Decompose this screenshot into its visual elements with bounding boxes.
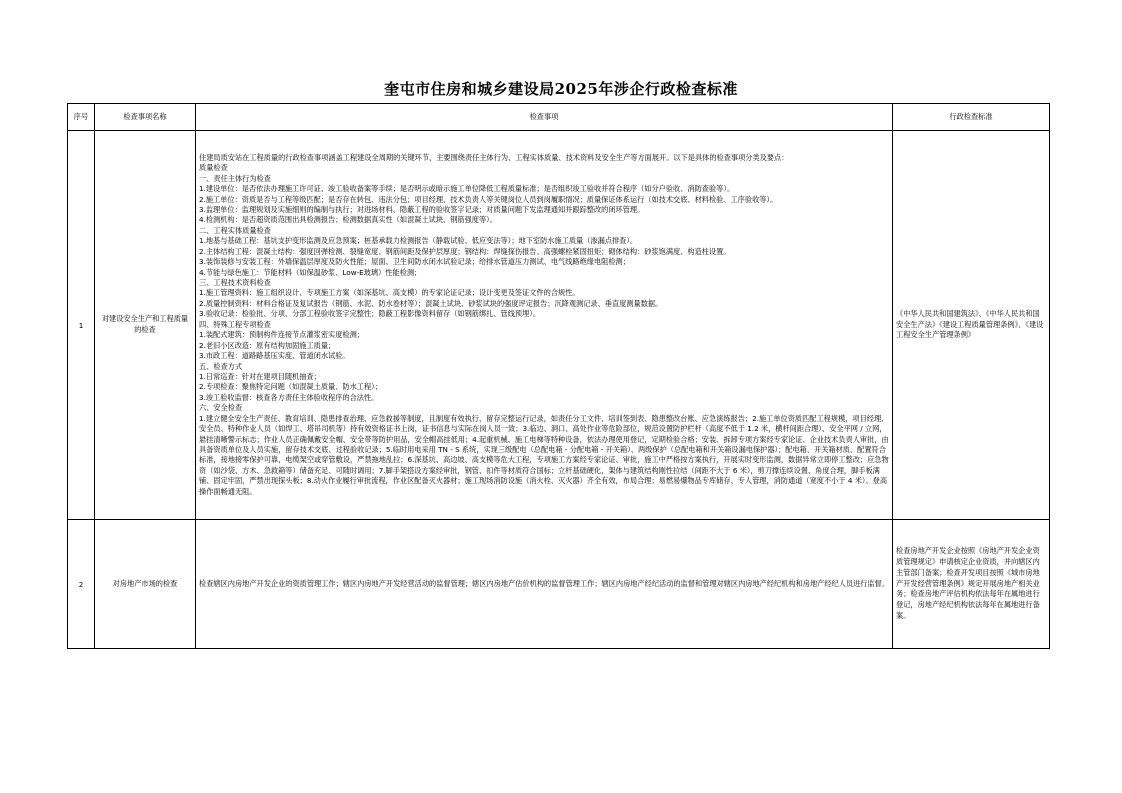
item-line: 1.日常巡查：针对在建项目随机抽查； bbox=[199, 371, 321, 381]
table-header-row bbox=[68, 104, 1050, 131]
item-line: 1.地基与基础工程：基坑支护变形监测及应急预案；桩基承载力检测报告（静载试验、低应变法等）；地下室防水施工质量（渗漏点排查）。 bbox=[199, 236, 638, 246]
item-line: 1.建设单位：是否依法办理施工许可证、竣工验收备案等手续；是否明示或暗示施工单位降低工程质量标准；是否组织竣工验收并符合程序（如分户验收、消防查验等）。 bbox=[199, 184, 735, 194]
row-name: 对建设安全生产和工程质量的检查 bbox=[95, 131, 196, 520]
inspection-table bbox=[67, 103, 1050, 649]
item-line: 三、工程技术资料检查 bbox=[199, 278, 271, 288]
item-line: 2.主体结构工程：混凝土结构：强度回弹检测、裂缝宽度、钢筋间距及保护层厚度；钢结构：焊缝探伤报告、高强螺栓紧固扭矩；砌体结构：砂浆饱满度、构造柱设置。 bbox=[199, 246, 731, 256]
item-line: 六、安全检查 bbox=[199, 403, 243, 413]
item-line: 二、工程实体质量检查 bbox=[199, 225, 271, 235]
item-line: 2.老旧小区改造：原有结构加固施工质量； bbox=[199, 340, 336, 350]
table-row bbox=[68, 131, 1050, 520]
item-line: 一、责任主体行为检查 bbox=[199, 173, 271, 183]
item-line: 3.竣工验收监督：核查各方责任主体验收程序的合法性。 bbox=[199, 392, 379, 402]
item-line: 2.施工单位：资质是否与工程等级匹配；是否存在转包、违法分包；项目经理、技术负责人等关键岗位人员到岗履职情况；质量保证体系运行（如技术交底、材料检验、工序验收等）。 bbox=[199, 194, 778, 204]
row-no: 1 bbox=[68, 131, 95, 520]
header-standard: 行政检查标准 bbox=[893, 104, 1050, 131]
page-title: 奎屯市住房和城乡建设局2025年涉企行政检查标准 bbox=[384, 80, 738, 98]
item-line: 1.建立健全安全生产责任、教育培训、隐患排查治理、应急救援等制度，且制度有效执行，留存完整运行记录，如责任分工文件、培训签到表、隐患整改台账、应急演练报告；2.施工单位资质匹配工程规模，项目经理、安全员、特种作业人员（如焊工、塔吊司机等）持有效资格证书上岗，证书信息与实际在岗人员一致；3.临边、洞口、高处作业等危险部位，规范设置防护栏杆（高度不低于 1.2 米，横杆间距合理）、安全平网 / 立网，悬挂清晰警示标志；作业人员正确佩戴安全帽、安全带等防护用品，安全帽高挂低用；4.起重机械、施工电梯等特种设备，依法办理使用登记，定期检验合格；安装、拆卸专项方案经专家论证、企业技术负责人审批，由具备资质单位及人员实施，留存技术交底、过程验收记录；5.临时用电采用 TN - S 系统，实现三级配电（总配电箱 - 分配电箱 - 开关箱）、两级保护（总配电箱和开关箱设漏电保护器）；配电箱、开关箱材质、配置符合标准，接地接零保护可靠，电缆架空或穿管敷设，严禁拖地乱拉；6.深基坑、高边坡、高支模等危大工程，专项施工方案经专家论证、审批，施工中严格按方案执行，开展实时变形监测，数据异常立即停工整改；应急物资（如沙袋、方木、急救箱等）储备充足、可随时调用；7.脚手架搭设方案经审批，钢管、扣件等材质符合国标；立杆基础硬化，架体与建筑结构刚性拉结（间距不大于 6 米），剪刀撑连续设置、角度合理，脚手板满铺、固定牢固，严禁出现探头板；8.动火作业履行审批流程，作业区配备灭火器材；施工现场消防设施（消火栓、灭火器）齐全有效，布局合理；易燃易爆物品专库储存、专人管理，消防通道（宽度不小于 4 米）、登高操作面畅通无阻。 bbox=[199, 413, 889, 496]
item-line: 四、特殊工程专项检查 bbox=[199, 319, 271, 329]
item-line: 4.检测机构：是否超资质范围出具检测报告；检测数据真实性（如混凝土试块、钢筋强度等）。 bbox=[199, 215, 497, 225]
header-items: 检查事项 bbox=[196, 104, 893, 131]
row-items bbox=[196, 131, 893, 520]
item-line: 3.监理单位：监理规划及实施细则的编制与执行；对进场材料、隐蔽工程的验收签字记录；对质量问题下发监理通知并跟踪整改的闭环管理。 bbox=[199, 204, 645, 214]
item-line: 4.节能与绿色施工：节能材料（如保温砂浆、Low-E玻璃）性能检测； bbox=[199, 267, 422, 277]
item-line: 检查辖区内房地产开发企业的资质管理工作；辖区内房地产开发经营活动的监督管理；辖区内房地产估价机构的监督管理工作；辖区内房地产经纪活动的监督和管理对辖区内房地产经纪机构和房地产经纪人员进行监督。 bbox=[199, 578, 890, 588]
item-line: 1.施工管理资料：施工组织设计、专项施工方案（如深基坑、高支模）的专家论证记录；设计变更及签证文件的合规性。 bbox=[199, 288, 580, 298]
row-items bbox=[196, 520, 893, 649]
item-line: 2.专项检查：聚焦特定问题（如混凝土质量、防水工程）； bbox=[199, 382, 382, 392]
item-line: 五、检查方式 bbox=[199, 361, 243, 371]
header-name: 检查事项名称 bbox=[95, 104, 196, 131]
item-line: 3.验收记录：检验批、分项、分部工程验收签字完整性；隐蔽工程影像资料留存（如钢筋绑扎、管线预埋）。 bbox=[199, 309, 541, 319]
table-row bbox=[68, 520, 1050, 649]
row-name: 对房地产市场的检查 bbox=[95, 520, 196, 649]
item-line: 质量检查 bbox=[199, 163, 228, 173]
item-line: 住建局质安站在工程质量的行政检查事项涵盖工程建设全周期的关键环节，主要围绕责任主体行为、工程实体质量、技术资料及安全生产等方面展开。以下是具体的检查事项分类及要点： bbox=[199, 152, 789, 162]
item-line: 3.市政工程：道路路基压实度、管道闭水试验。 bbox=[199, 351, 350, 361]
row-standard: 《中华人民共和国建筑法》、《中华人民共和国安全生产法》《建设工程质量管理条例》、《建设工程安全生产管理条例》 bbox=[893, 131, 1050, 520]
row-standard: 检查房地产开发企业按照《房地产开发企业资质管理规定》申请核定企业资质，并向辖区内主管部门备案；检查开发项目按照《城市房地产开发经营管理条例》规定开展房地产相关业务；检查房地产评估机构依法每年在属地进行登记，房地产经纪机构依法每年在属地进行备案。 bbox=[893, 520, 1050, 649]
row-no: 2 bbox=[68, 520, 95, 649]
item-line: 2.质量控制资料：材料合格证及复试报告（钢筋、水泥、防水卷材等）；混凝土试块、砂浆试块的强度评定报告；沉降观测记录、垂直度测量数据。 bbox=[199, 298, 663, 308]
item-line: 3.装饰装修与安装工程：外墙保温层厚度及防火性能；屋面、卫生间防水闭水试验记录；给排水管道压力测试、电气线路绝缘电阻检测； bbox=[199, 257, 630, 267]
item-line: 1.装配式建筑：预制构件连接节点灌浆密实度检测； bbox=[199, 330, 364, 340]
header-no: 序号 bbox=[68, 104, 95, 131]
